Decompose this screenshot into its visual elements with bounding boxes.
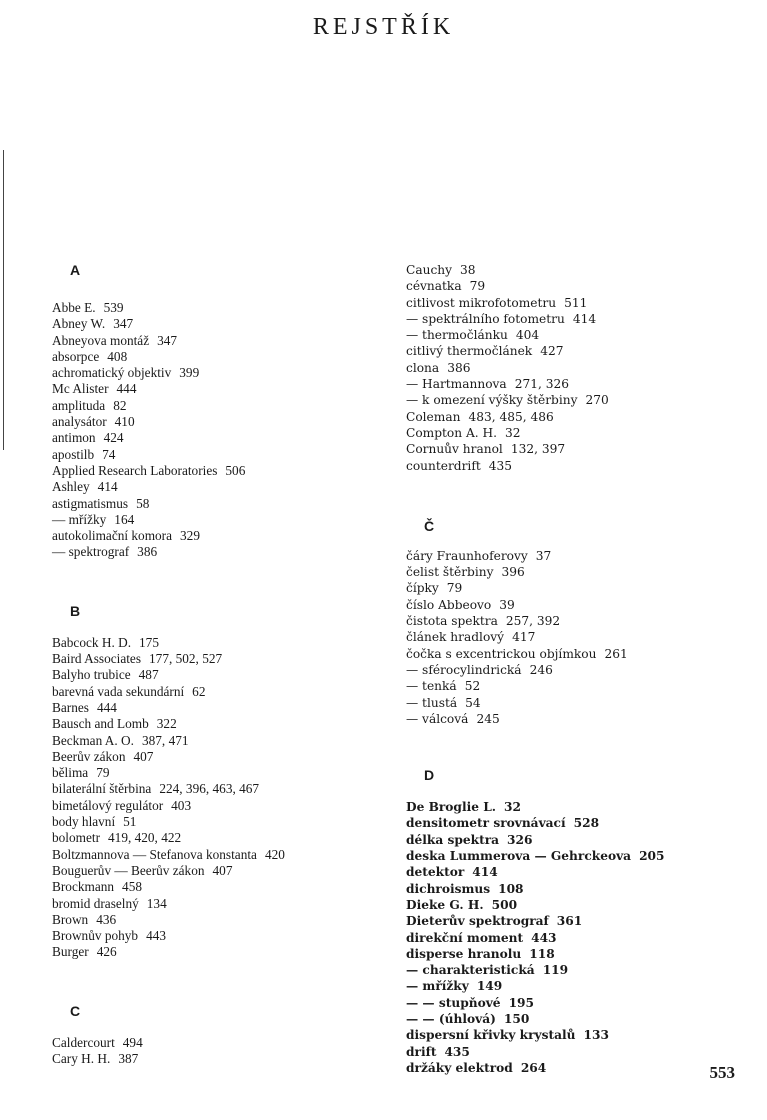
index-entry <box>406 995 746 1011</box>
entry-term: absorpce <box>52 348 100 364</box>
entry-term: — mřížky <box>406 979 469 994</box>
index-entry <box>52 944 392 960</box>
index-entry <box>406 1060 746 1076</box>
entry-pages: 414 <box>472 865 498 880</box>
index-entry <box>406 327 746 343</box>
entry-pages: 528 <box>573 816 600 831</box>
index-entry <box>406 678 746 694</box>
left-column <box>52 262 392 1067</box>
entry-pages: 506 <box>225 462 246 478</box>
entry-pages: 79 <box>446 581 463 596</box>
entry-term: detektor <box>406 865 465 880</box>
index-entry <box>52 300 392 316</box>
section-c-caron-entries <box>406 548 746 727</box>
index-entry <box>52 765 392 781</box>
entry-pages: 444 <box>116 381 137 397</box>
index-entry <box>52 830 392 846</box>
index-entry <box>52 349 392 365</box>
index-entry <box>52 496 392 512</box>
entry-pages: 246 <box>529 662 553 677</box>
entry-term: — válcová <box>406 711 469 726</box>
entry-term: čelist štěrbiny <box>406 565 494 580</box>
index-entry <box>52 316 392 332</box>
index-entry <box>406 799 746 815</box>
entry-pages: 494 <box>122 1034 143 1050</box>
entry-term: Brown <box>52 911 89 927</box>
index-entry <box>406 1011 746 1027</box>
entry-pages: 37 <box>535 548 552 563</box>
index-entry <box>52 381 392 397</box>
section-a-entries <box>52 300 392 561</box>
entry-term: délka spektra <box>406 832 500 847</box>
entry-term: Cornuův hranol <box>406 442 503 457</box>
entry-pages: 270 <box>585 393 609 408</box>
entry-pages: 487 <box>138 667 159 683</box>
entry-term: direkční moment <box>406 930 524 945</box>
index-entry <box>52 928 392 944</box>
entry-term: bromid draselný <box>52 895 139 911</box>
entry-term: Burger <box>52 944 89 960</box>
index-entry <box>52 716 392 732</box>
index-entry <box>406 1044 746 1060</box>
index-entry <box>406 597 746 613</box>
index-entry <box>406 662 746 678</box>
entry-pages: 347 <box>157 332 178 348</box>
index-entry <box>52 447 392 463</box>
entry-pages: 271, 326 <box>514 377 569 392</box>
index-entry <box>52 700 392 716</box>
entry-pages: 132, 397 <box>510 442 566 457</box>
entry-term: amplituda <box>52 397 106 413</box>
right-column <box>406 262 746 1076</box>
entry-term: — tlustá <box>406 695 458 710</box>
entry-term: Beckman A. O. <box>52 732 134 748</box>
section-letter-c: C <box>70 1002 81 1019</box>
entry-pages: 511 <box>564 295 588 310</box>
index-entry <box>52 879 392 895</box>
entry-term: disperse hranolu <box>406 946 522 961</box>
index-entry <box>52 414 392 430</box>
entry-term: — tenká <box>406 679 457 694</box>
entry-term: De Broglie L. <box>406 800 497 815</box>
entry-pages: 458 <box>122 879 142 895</box>
entry-term: bilaterální štěrbina <box>52 781 152 797</box>
index-entry <box>406 409 746 425</box>
index-entry <box>52 781 392 797</box>
entry-pages: 52 <box>464 679 481 694</box>
entry-pages: 74 <box>102 446 116 462</box>
index-entry <box>406 311 746 327</box>
index-entry <box>406 580 746 596</box>
entry-pages: 500 <box>491 897 518 912</box>
page-title: REJSTŘÍK <box>312 14 455 40</box>
entry-term: — sférocylindrická <box>406 662 522 677</box>
index-entry <box>406 646 746 662</box>
entry-pages: 410 <box>114 414 135 430</box>
entry-pages: 435 <box>444 1044 470 1059</box>
index-entry <box>406 832 746 848</box>
entry-term: densitometr srovnávací <box>406 816 566 831</box>
entry-pages: 404 <box>515 328 540 343</box>
section-letter-c-caron: Č <box>424 517 435 534</box>
page-number: 553 <box>709 1063 735 1082</box>
entry-term: — Hartmannova <box>406 377 507 392</box>
entry-pages: 387 <box>118 1050 139 1066</box>
index-entry <box>52 667 392 683</box>
margin-line <box>3 150 4 450</box>
entry-term: — thermočlánku <box>406 328 508 343</box>
entry-pages: 426 <box>96 944 117 960</box>
entry-term: Abney W. <box>52 316 106 332</box>
entry-pages: 407 <box>212 862 233 878</box>
entry-pages: 133 <box>583 1028 609 1043</box>
entry-term: — — stupňové <box>406 995 501 1010</box>
entry-pages: 108 <box>498 881 524 896</box>
entry-pages: 414 <box>97 479 118 495</box>
entry-pages: 62 <box>192 683 206 699</box>
index-entry <box>52 749 392 765</box>
entry-term: bělima <box>52 765 89 781</box>
entry-pages: 414 <box>572 311 597 326</box>
index-entry <box>52 479 392 495</box>
index-entry <box>52 544 392 560</box>
index-entry <box>52 512 392 528</box>
index-entry <box>52 398 392 414</box>
entry-term: Mc Alister <box>52 381 109 397</box>
entry-term: bimetálový regulátor <box>52 797 164 813</box>
entry-term: Ashley <box>52 479 90 495</box>
index-entry <box>52 798 392 814</box>
entry-pages: 54 <box>465 695 481 710</box>
index-entry <box>406 441 746 457</box>
entry-pages: 118 <box>529 946 555 961</box>
index-entry <box>406 548 746 564</box>
entry-term: counterdrift <box>406 458 481 473</box>
index-entry <box>406 881 746 897</box>
entry-pages: 257, 392 <box>505 614 561 629</box>
section-letter-b: B <box>70 602 81 619</box>
section-letter-a: A <box>70 262 81 278</box>
index-entry <box>52 896 392 912</box>
index-entry <box>406 913 746 929</box>
entry-pages: 177, 502, 527 <box>149 651 223 667</box>
entry-pages: 32 <box>505 425 521 440</box>
section-letter-d: D <box>424 767 435 784</box>
index-entry <box>406 278 746 294</box>
entry-pages: 435 <box>488 458 512 473</box>
index-entry <box>406 711 746 727</box>
entry-pages: 164 <box>114 511 135 527</box>
entry-pages: 134 <box>146 895 167 911</box>
entry-term: čípky <box>406 581 439 596</box>
entry-term: Dieterův spektrograf <box>406 914 549 929</box>
index-entry <box>406 425 746 441</box>
index-entry <box>52 684 392 700</box>
index-entry <box>52 1051 392 1067</box>
entry-term: Cary H. H. <box>52 1050 111 1066</box>
entry-pages: 361 <box>556 914 583 929</box>
index-entry <box>406 930 746 946</box>
entry-pages: 79 <box>96 765 110 781</box>
entry-term: Bouguerův — Beerův zákon <box>52 862 205 878</box>
entry-term: Beerův zákon <box>52 748 126 764</box>
index-entry <box>406 946 746 962</box>
entry-term: Balyho trubice <box>52 667 131 683</box>
entry-pages: 387, 471 <box>141 732 189 748</box>
entry-term: držáky elektrod <box>406 1060 513 1075</box>
entry-pages: 175 <box>139 634 159 650</box>
index-entry <box>52 814 392 830</box>
index-entry <box>406 962 746 978</box>
entry-pages: 39 <box>499 597 515 612</box>
section-d-entries <box>406 799 746 1076</box>
entry-term: čistota spektra <box>406 614 498 629</box>
entry-term: clona <box>406 360 440 375</box>
index-entry <box>52 912 392 928</box>
entry-term: Babcock H. D. <box>52 634 132 650</box>
entry-term: achromatický objektiv <box>52 365 172 381</box>
entry-term: citlivost mikrofotometru <box>406 295 557 310</box>
entry-pages: 58 <box>136 495 150 511</box>
entry-pages: 386 <box>137 544 158 560</box>
entry-pages: 424 <box>103 430 124 446</box>
index-entry <box>52 847 392 863</box>
entry-pages: 79 <box>469 279 486 294</box>
index-entry <box>406 458 746 474</box>
entry-term: Boltzmannova — Stefanova konstanta <box>52 846 257 862</box>
entry-term: citlivý thermočlánek <box>406 344 533 359</box>
entry-pages: 322 <box>156 716 177 732</box>
entry-term: — spektrálního fotometru <box>406 311 565 326</box>
entry-term: Abbe E. <box>52 300 96 315</box>
entry-term: čočka s excentrickou objímkou <box>406 646 597 661</box>
entry-term: Coleman <box>406 409 461 424</box>
entry-pages: 443 <box>146 928 167 944</box>
entry-term: — k omezení výšky štěrbiny <box>406 393 578 408</box>
entry-pages: 205 <box>639 849 665 864</box>
entry-pages: 149 <box>476 979 503 994</box>
index-entry <box>52 365 392 381</box>
entry-pages: 195 <box>508 995 535 1010</box>
index-entry <box>406 343 746 359</box>
entry-pages: 32 <box>504 800 521 815</box>
entry-pages: 38 <box>460 263 476 277</box>
index-entry <box>52 651 392 667</box>
entry-pages: 444 <box>96 699 117 715</box>
entry-term: — — (úhlová) <box>406 1011 496 1026</box>
index-entry <box>52 528 392 544</box>
entry-term: článek hradlový <box>406 630 505 645</box>
entry-term: barevná vada sekundární <box>52 683 185 699</box>
entry-term: Brockmann <box>52 879 115 895</box>
index-entry <box>406 695 746 711</box>
index-entry <box>52 863 392 879</box>
section-c-entries <box>52 1035 392 1068</box>
entry-pages: 82 <box>113 397 127 413</box>
entry-term: astigmatismus <box>52 495 129 511</box>
entry-pages: 483, 485, 486 <box>468 409 554 424</box>
entry-pages: 261 <box>604 646 628 661</box>
index-entry <box>52 333 392 349</box>
entry-term: dichroismus <box>406 881 491 896</box>
index-entry <box>406 864 746 880</box>
index-entry <box>406 848 746 864</box>
entry-term: Caldercourt <box>52 1034 115 1050</box>
index-entry <box>52 635 392 651</box>
index-entry <box>406 815 746 831</box>
entry-pages: 329 <box>180 528 200 544</box>
index-entry <box>406 564 746 580</box>
entry-pages: 264 <box>520 1060 547 1075</box>
entry-pages: 396 <box>501 565 525 580</box>
entry-term: apostilb <box>52 446 95 462</box>
entry-term: Baird Associates <box>52 651 142 667</box>
index-entry <box>406 360 746 376</box>
entry-term: drift <box>406 1044 437 1059</box>
entry-term: — charakteristická <box>406 963 535 978</box>
entry-pages: 224, 396, 463, 467 <box>159 781 260 797</box>
entry-term: dispersní křivky krystalů <box>406 1028 576 1043</box>
entry-term: antimon <box>52 430 96 446</box>
entry-term: autokolimační komora <box>52 528 173 544</box>
entry-pages: 399 <box>179 365 200 381</box>
entry-pages: 427 <box>540 344 564 359</box>
entry-term: Abneyova montáž <box>52 332 150 348</box>
index-entry <box>52 1035 392 1051</box>
index-entry <box>406 978 746 994</box>
index-entry <box>406 376 746 392</box>
entry-pages: 403 <box>171 797 192 813</box>
entry-pages: 420 <box>264 846 285 862</box>
entry-pages: 347 <box>113 316 134 332</box>
index-entry <box>406 629 746 645</box>
entry-term: analysátor <box>52 414 107 430</box>
index-entry <box>406 392 746 408</box>
section-b-entries <box>52 635 392 961</box>
entry-pages: 436 <box>96 911 117 927</box>
entry-term: cévnatka <box>406 279 462 294</box>
entry-pages: 326 <box>507 832 533 847</box>
entry-term: — spektrograf <box>52 544 130 560</box>
index-entry <box>52 463 392 479</box>
entry-pages: 419, 420, 422 <box>108 830 182 846</box>
entry-term: body hlavní <box>52 814 116 830</box>
entry-pages: 539 <box>103 300 124 315</box>
entry-term: číslo Abbeovo <box>406 597 492 612</box>
entry-pages: 443 <box>531 930 557 945</box>
entry-pages: 51 <box>123 814 137 830</box>
index-entry <box>406 262 746 278</box>
index-entry <box>406 897 746 913</box>
index-entry <box>406 295 746 311</box>
index-entry <box>406 613 746 629</box>
index-entry <box>52 430 392 446</box>
entry-pages: 417 <box>512 630 536 645</box>
entry-pages: 150 <box>503 1011 530 1026</box>
entry-term: Compton A. H. <box>406 425 498 440</box>
entry-term: Applied Research Laboratories <box>52 462 218 478</box>
entry-term: Bausch and Lomb <box>52 716 149 732</box>
entry-term: Cauchy <box>406 263 453 277</box>
entry-term: — mřížky <box>52 511 107 527</box>
entry-term: deska Lummerova — Gehrckeova <box>406 849 632 864</box>
entry-term: Dieke G. H. <box>406 897 484 912</box>
entry-pages: 245 <box>476 711 500 726</box>
entry-term: čáry Fraunhoferovy <box>406 548 528 563</box>
entry-term: Brownův pohyb <box>52 928 139 944</box>
entry-pages: 407 <box>133 748 154 764</box>
entry-pages: 386 <box>447 360 471 375</box>
index-entry <box>52 733 392 749</box>
section-c-continued-entries <box>406 262 746 474</box>
index-entry <box>406 1027 746 1043</box>
entry-term: bolometr <box>52 830 101 846</box>
entry-term: Barnes <box>52 699 89 715</box>
entry-pages: 408 <box>107 348 128 364</box>
entry-pages: 119 <box>542 963 569 978</box>
